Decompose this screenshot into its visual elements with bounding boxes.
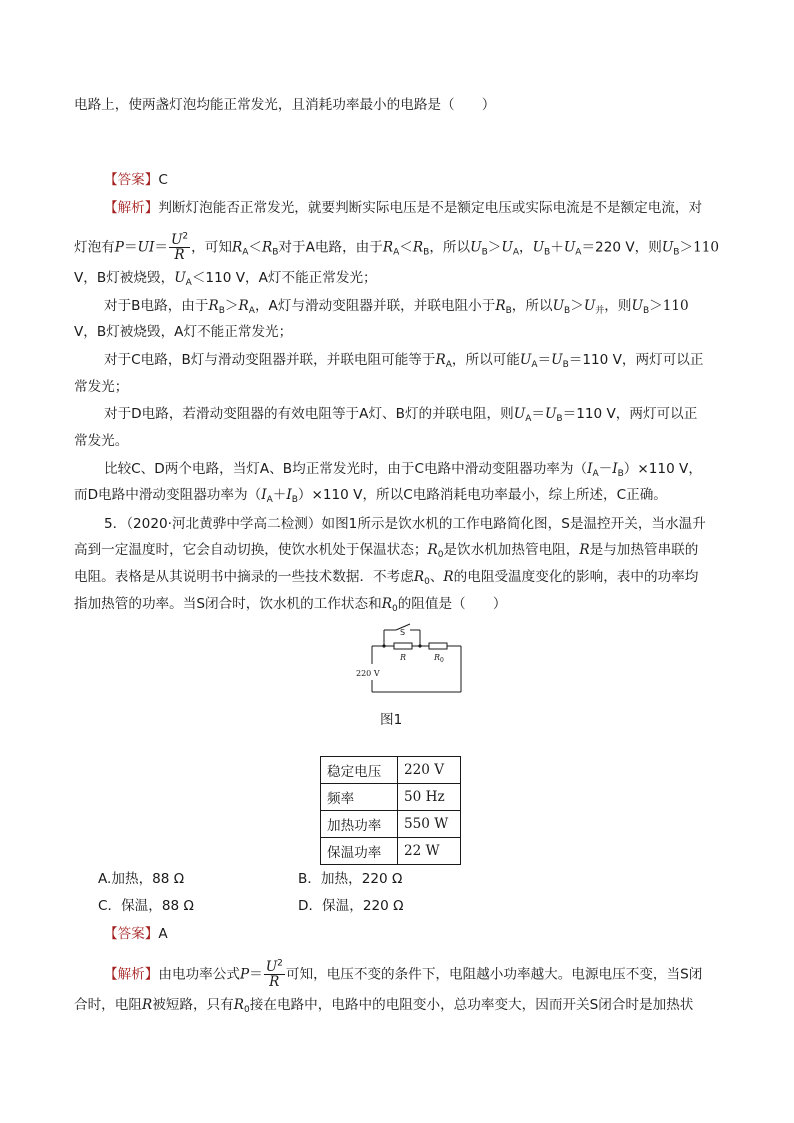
analysis-line-5: V，B灯被烧毁，A灯不能正常发光； bbox=[74, 324, 293, 340]
table-cell: 550 W bbox=[398, 811, 461, 838]
analysis-line-2: 灯泡有P＝UI＝ $\frac{U^2}{R}$ ，可知$R_A<R_B$对于A电路，由于$R_A<R_B$，所以$U_B>U_A$，$U_B+U_A=220$ V，则$U_B>110$ bbox=[74, 231, 720, 263]
analysis-line-8: 对于D电路，若滑动变阻器的有效电阻等于A灯、B灯的并联电阻，则$U_A=U_B=110$ V，两灯可以正 bbox=[104, 406, 698, 424]
option-a: A.加热，88 Ω bbox=[98, 871, 185, 887]
resistor-r0-label: R bbox=[434, 653, 441, 662]
analysis-line-10: 比较C、D两个电路，当灯A、B均正常发光时，由于C电路中滑动变阻器功率为$(I_A-I_B)\times 110$ V， bbox=[104, 461, 702, 479]
table-row bbox=[321, 757, 461, 784]
question-tail: 电路上，使两盏灯泡均能正常发光，且消耗功率最小的电路是（ ） bbox=[74, 97, 496, 113]
junction-right bbox=[418, 644, 421, 647]
switch-label: S bbox=[400, 628, 406, 637]
table-cell: 稳定电压 bbox=[321, 757, 398, 784]
option-c: C．保温，88 Ω bbox=[98, 898, 194, 914]
circuit-diagram bbox=[350, 622, 466, 694]
voltage-label: 220 V bbox=[356, 669, 380, 678]
table-cell: 保温功率 bbox=[321, 838, 398, 865]
spec-table bbox=[320, 756, 461, 865]
analysis-2-line-1: 【解析】由电功率公式P＝ $\frac{U^2}{R}$ 可知，电压不变的条件下，电阻越小功率越大。电源电压不变，当S闭 bbox=[104, 958, 703, 990]
table-cell: 220 V bbox=[398, 757, 461, 784]
answer-line-2: 【答案】A bbox=[104, 926, 168, 942]
table-row bbox=[321, 838, 461, 865]
table-cell: 50 Hz bbox=[398, 784, 461, 811]
question-5-line-1: 5．（2020·河北黄骅中学高二检测）如图1所示是饮水机的工作电路简化图，S是温控开关，当水温升 bbox=[104, 516, 706, 532]
table-cell: 22 W bbox=[398, 838, 461, 865]
answer-line: 【答案】C bbox=[104, 172, 168, 188]
power-fraction: $\frac{U^2}{R}$ bbox=[170, 231, 189, 263]
analysis-line-3: V，B灯被烧毁，$U_A<110$ V，A灯不能正常发光； bbox=[74, 270, 377, 288]
analysis-line-9: 常发光。 bbox=[74, 433, 129, 449]
table-row bbox=[321, 784, 461, 811]
question-5-line-4: 指加热管的功率。当S闭合时，饮水机的工作状态和$R_0$的阻值是（ ） bbox=[74, 596, 507, 614]
resistor-r0-subscript: 0 bbox=[440, 657, 444, 664]
analysis-line-7: 常发光； bbox=[74, 379, 129, 395]
analysis-line-1: 【解析】判断灯泡能否正常发光，就要判断实际电压是不是额定电压或实际电流是不是额定电流，对 bbox=[104, 200, 703, 216]
table-row bbox=[321, 811, 461, 838]
table-cell: 频率 bbox=[321, 784, 398, 811]
question-5-line-3: 电阻。表格是从其说明书中摘录的一些技术数据．不考虑$R_0$、R的电阻受温度变化的影响，表中的功率均 bbox=[74, 569, 699, 587]
table-cell: 加热功率 bbox=[321, 811, 398, 838]
analysis-line-6: 对于C电路，B灯与滑动变阻器并联，并联电阻可能等于$R_A$，所以可能$U_A=U_B=110$ V，两灯可以正 bbox=[104, 352, 704, 370]
question-5-line-2: 高到一定温度时，它会自动切换，使饮水机处于保温状态；$R_0$是饮水机加热管电阻，R是与加热管串联的 bbox=[74, 542, 699, 560]
analysis-line-4: 对于B电路，由于$R_B>R_A$，A灯与滑动变阻器并联，并联电阻小于$R_B$，所以$U_B>U_并$，则$U_B>110$ bbox=[104, 298, 689, 316]
analysis-2-line-2: 合时，电阻R被短路，只有$R_0$接在电路中，电路中的电阻变小，总功率变大，因而开关S闭合时是加热状 bbox=[74, 997, 694, 1015]
option-d: D．保温，220 Ω bbox=[298, 898, 404, 914]
resistor-r bbox=[394, 643, 412, 649]
power-fraction-2: $\frac{U^2}{R}$ bbox=[265, 958, 283, 990]
analysis-line-11: 而D电路中滑动变阻器功率为$(I_A+I_B)\times 110$ V，所以C电路消耗电功率最小，综上所述，C正确。 bbox=[74, 487, 667, 505]
option-b: B．加热，220 Ω bbox=[298, 871, 403, 887]
figure-caption: 图1 bbox=[380, 712, 403, 728]
resistor-r0 bbox=[429, 643, 447, 649]
junction-left bbox=[382, 644, 385, 647]
resistor-r-label: R bbox=[400, 653, 407, 662]
